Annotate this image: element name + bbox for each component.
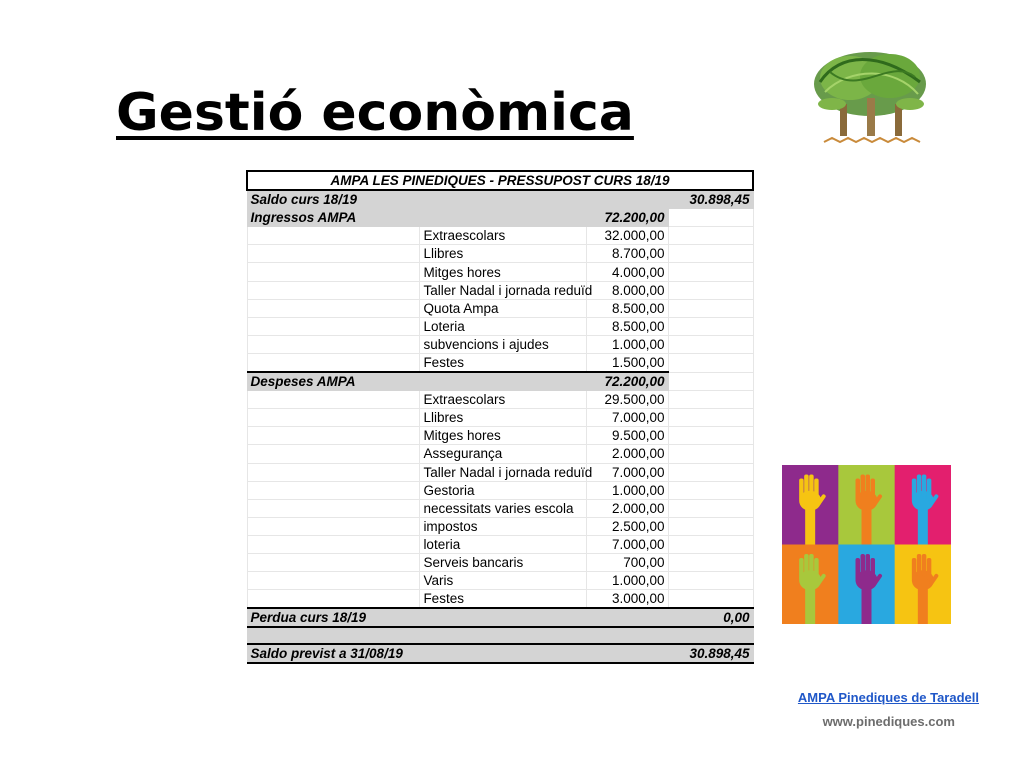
footer-url: www.pinediques.com <box>822 714 955 729</box>
empty-cell <box>524 263 586 281</box>
item-label: Extraescolars <box>420 227 524 245</box>
table-row <box>247 353 753 372</box>
table-row <box>247 317 753 335</box>
item-value: 700,00 <box>586 553 668 571</box>
despeses-row <box>247 372 753 391</box>
empty-cell <box>668 499 753 517</box>
empty-cell <box>247 409 420 427</box>
item-label: Taller Nadal i jornada reduïd <box>420 463 524 481</box>
item-label: subvencions i ajudes <box>420 335 524 353</box>
empty-cell <box>524 517 586 535</box>
table-row <box>247 245 753 263</box>
empty-cell <box>668 409 753 427</box>
empty-cell <box>247 335 420 353</box>
empty-cell <box>247 245 420 263</box>
item-label: Llibres <box>420 245 524 263</box>
empty-cell <box>668 227 753 245</box>
ingressos-total: 72.200,00 <box>586 209 668 227</box>
saldo-previst-label: Saldo previst a 31/08/19 <box>247 644 668 663</box>
empty-cell <box>524 245 586 263</box>
empty-cell <box>247 317 420 335</box>
perdua-label: Perdua curs 18/19 <box>247 608 668 627</box>
empty-cell <box>668 553 753 571</box>
item-value: 8.000,00 <box>586 281 668 299</box>
blank-cell <box>247 627 753 644</box>
blank-row <box>247 627 753 644</box>
empty-cell <box>247 463 420 481</box>
saldo-row <box>247 190 753 209</box>
empty-cell <box>524 299 586 317</box>
empty-cell <box>247 535 420 553</box>
slide-title: Gestió econòmica <box>116 83 634 143</box>
empty-cell <box>668 263 753 281</box>
empty-cell <box>247 427 420 445</box>
table-row <box>247 299 753 317</box>
item-label: Extraescolars <box>420 391 524 409</box>
empty-cell <box>668 372 753 391</box>
table-row <box>247 427 753 445</box>
ingressos-label: Ingressos AMPA <box>247 209 586 227</box>
table-row <box>247 535 753 553</box>
empty-cell <box>247 299 420 317</box>
saldo-label: Saldo curs 18/19 <box>247 190 668 209</box>
empty-cell <box>668 299 753 317</box>
saldo-previst-row <box>247 644 753 663</box>
item-value: 8.500,00 <box>586 299 668 317</box>
table-row <box>247 281 753 299</box>
table-row <box>247 499 753 517</box>
raised-hands-image <box>782 465 951 624</box>
despeses-total: 72.200,00 <box>586 372 668 391</box>
empty-cell <box>247 590 420 609</box>
empty-cell <box>524 427 586 445</box>
item-value: 1.500,00 <box>586 353 668 372</box>
tree-logo-icon <box>800 42 940 152</box>
saldo-previst-value: 30.898,45 <box>668 644 753 663</box>
perdua-row <box>247 608 753 627</box>
empty-cell <box>524 317 586 335</box>
item-label: Festes <box>420 353 524 372</box>
empty-cell <box>247 353 420 372</box>
empty-cell <box>668 427 753 445</box>
empty-cell <box>668 572 753 590</box>
item-value: 8.500,00 <box>586 317 668 335</box>
ingressos-row <box>247 209 753 227</box>
empty-cell <box>524 535 586 553</box>
item-value: 2.000,00 <box>586 445 668 463</box>
empty-cell <box>668 391 753 409</box>
item-label: Varis <box>420 572 524 590</box>
item-label: impostos <box>420 517 524 535</box>
item-label: Quota Ampa <box>420 299 524 317</box>
empty-cell <box>524 353 586 372</box>
empty-cell <box>247 263 420 281</box>
empty-cell <box>524 391 586 409</box>
item-value: 2.500,00 <box>586 517 668 535</box>
despeses-label: Despeses AMPA <box>247 372 586 391</box>
empty-cell <box>668 517 753 535</box>
empty-cell <box>524 227 586 245</box>
item-value: 29.500,00 <box>586 391 668 409</box>
item-label: Loteria <box>420 317 524 335</box>
table-row <box>247 445 753 463</box>
empty-cell <box>247 445 420 463</box>
table-row <box>247 409 753 427</box>
empty-cell <box>247 499 420 517</box>
empty-cell <box>668 445 753 463</box>
empty-cell <box>247 481 420 499</box>
table-row <box>247 335 753 353</box>
item-value: 7.000,00 <box>586 535 668 553</box>
table-row <box>247 391 753 409</box>
empty-cell <box>524 445 586 463</box>
empty-cell <box>524 572 586 590</box>
table-row <box>247 590 753 609</box>
item-value: 1.000,00 <box>586 481 668 499</box>
empty-cell <box>668 481 753 499</box>
item-label: Llibres <box>420 409 524 427</box>
item-value: 7.000,00 <box>586 409 668 427</box>
item-label: loteria <box>420 535 524 553</box>
table-row <box>247 553 753 571</box>
table-title: AMPA LES PINEDIQUES - PRESSUPOST CURS 18/19 <box>247 171 753 190</box>
empty-cell <box>247 391 420 409</box>
item-value: 1.000,00 <box>586 335 668 353</box>
item-value: 7.000,00 <box>586 463 668 481</box>
table-row <box>247 517 753 535</box>
item-value: 2.000,00 <box>586 499 668 517</box>
empty-cell <box>524 553 586 571</box>
empty-cell <box>668 245 753 263</box>
item-label: Gestoria <box>420 481 524 499</box>
empty-cell <box>524 409 586 427</box>
perdua-value: 0,00 <box>668 608 753 627</box>
empty-cell <box>524 590 586 609</box>
empty-cell <box>247 553 420 571</box>
empty-cell <box>668 353 753 372</box>
saldo-value: 30.898,45 <box>668 190 753 209</box>
empty-cell <box>247 517 420 535</box>
empty-cell <box>668 535 753 553</box>
empty-cell <box>247 281 420 299</box>
empty-cell <box>668 590 753 609</box>
item-value: 3.000,00 <box>586 590 668 609</box>
item-label: necessitats varies escola <box>420 499 524 517</box>
item-value: 4.000,00 <box>586 263 668 281</box>
item-value: 9.500,00 <box>586 427 668 445</box>
empty-cell <box>668 463 753 481</box>
item-label: Taller Nadal i jornada reduïd <box>420 281 524 299</box>
item-label: Mitges hores <box>420 427 524 445</box>
empty-cell <box>668 281 753 299</box>
table-row <box>247 572 753 590</box>
table-header-row <box>247 171 753 190</box>
empty-cell <box>668 209 753 227</box>
item-label: Serveis bancaris <box>420 553 524 571</box>
table-row <box>247 227 753 245</box>
item-label: Mitges hores <box>420 263 524 281</box>
table-row <box>247 263 753 281</box>
item-label: Assegurança <box>420 445 524 463</box>
budget-table <box>246 170 754 664</box>
empty-cell <box>247 227 420 245</box>
empty-cell <box>247 572 420 590</box>
empty-cell <box>668 335 753 353</box>
item-value: 1.000,00 <box>586 572 668 590</box>
item-value: 8.700,00 <box>586 245 668 263</box>
table-row <box>247 481 753 499</box>
item-label: Festes <box>420 590 524 609</box>
empty-cell <box>524 481 586 499</box>
item-value: 32.000,00 <box>586 227 668 245</box>
empty-cell <box>668 317 753 335</box>
table-row <box>247 463 753 481</box>
footer-link[interactable]: AMPA Pinediques de Taradell <box>797 690 979 705</box>
